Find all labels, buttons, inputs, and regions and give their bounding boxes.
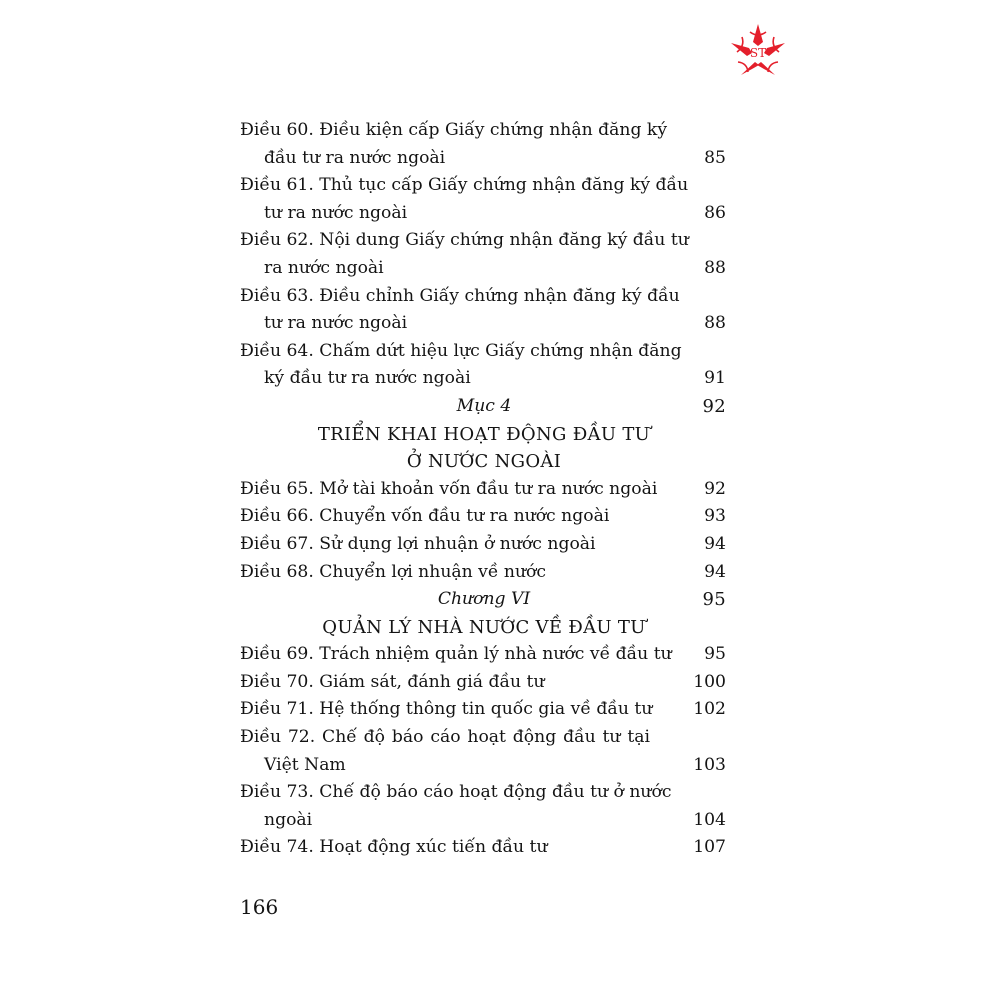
toc-entry-title: Điều 68. Chuyển lợi nhuận về nước [240,561,547,582]
toc-entry-title-continued [240,752,728,780]
toc-page-number: 104 [693,809,726,830]
toc-entry-title-continued [240,807,728,835]
toc-entry-article-73[interactable] [240,779,728,834]
toc-entry-line [240,476,728,504]
toc-entry-title: Điều 70. Giám sát, đánh giá đầu tư [240,671,545,692]
toc-page-number: 93 [704,506,726,527]
toc-entry-text: ngoài [264,809,313,830]
toc-entry-article-64[interactable] [240,338,728,393]
toc-entry-text: ra nước ngoài [264,257,384,278]
toc-page-number: 94 [704,561,726,582]
toc-page-number: 95 [704,644,726,665]
toc-entry-title: Điều 66. Chuyển vốn đầu tư ra nước ngoài [240,506,610,527]
toc-page-number: 88 [704,257,726,278]
toc-entry-line [240,503,728,531]
toc-entry-title: Điều 73. Chế độ báo cáo hoạt động đầu tư ở nước [240,782,672,803]
toc-entry-title: Điều 74. Hoạt động xúc tiến đầu tư [240,837,548,858]
toc-entry-title: Điều 67. Sử dụng lợi nhuận ở nước ngoài [240,533,596,554]
toc-entry-article-68[interactable] [240,559,728,587]
toc-entry-text: Việt Nam [264,754,346,775]
toc-entry-line [240,531,728,559]
toc-entry-title-continued [240,365,728,393]
toc-entry-title-continued [240,255,728,283]
toc-entry-article-67[interactable] [240,531,728,559]
toc-entry-title: Điều 65. Mở tài khoản vốn đầu tư ra nước ngoài [240,478,658,499]
toc-entry-title: Điều 69. Trách nhiệm quản lý nhà nước về đầu tư [240,644,672,665]
toc-entry-text: tư ra nước ngoài [264,313,408,334]
toc-entry-title: Điều 71. Hệ thống thông tin quốc gia về đầu tư [240,699,653,720]
toc-page-number: 102 [693,699,726,720]
section-label: Mục 4 [456,395,512,416]
toc-entry-title-continued [240,200,728,228]
section-title: TRIỂN KHAI HOẠT ĐỘNG ĐẦU TƯ [317,423,651,445]
chapter-title: QUẢN LÝ NHÀ NƯỚC VỀ ĐẦU TƯ [322,616,646,638]
toc-page-number: 86 [704,202,726,223]
toc-section-4-heading[interactable] [240,393,728,476]
toc-entry-article-69[interactable] [240,641,728,669]
toc-entry-article-74[interactable] [240,834,728,862]
toc-entry-title: Điều 64. Chấm dứt hiệu lực Giấy chứng nhận đăng [240,340,682,361]
page-number: 166 [240,895,279,919]
toc-entry-title-continued [240,145,728,173]
svg-text:ST: ST [749,46,767,60]
toc-entry-title: Điều 61. Thủ tục cấp Giấy chứng nhận đăng ký đầu [240,175,689,196]
toc-page-number: 92 [704,478,726,499]
toc-page-number: 100 [693,671,726,692]
toc-entry-line [240,834,728,862]
section-title-text: Ở NƯỚC NGOÀI [406,451,562,473]
toc-entry-line [240,669,728,697]
toc-entry-article-62[interactable] [240,227,728,282]
toc-entry-text: đầu tư ra nước ngoài [264,147,446,168]
toc-entry-article-65[interactable] [240,476,728,504]
toc-page-number: 88 [704,313,726,334]
toc-entry-line [240,696,728,724]
toc-entry-article-70[interactable] [240,669,728,697]
toc-entry-title: Điều 72. Chế độ báo cáo hoạt động đầu tư tại [240,727,650,748]
toc-page-number: 92 [702,395,726,417]
toc-page-number: 91 [704,368,726,389]
toc-page-number: 103 [693,754,726,775]
toc-entry-title: Điều 62. Nội dung Giấy chứng nhận đăng ký đầu tư [240,230,689,251]
publisher-star-logo-icon [728,22,788,82]
chapter-label: Chương VI [437,589,531,610]
toc-entry-title-continued [240,310,728,338]
table-of-contents [240,117,728,862]
toc-entry-line [240,559,728,587]
toc-page-number: 95 [702,589,726,611]
toc-page-number: 94 [704,533,726,554]
toc-page-number: 107 [693,837,726,858]
toc-entry-title: Điều 63. Điều chỉnh Giấy chứng nhận đăng ký đầu [240,285,680,306]
toc-entry-article-60[interactable] [240,117,728,172]
toc-entry-article-71[interactable] [240,696,728,724]
toc-entry-article-72[interactable] [240,724,728,779]
toc-chapter-6-heading[interactable] [240,586,728,641]
toc-entry-title: Điều 60. Điều kiện cấp Giấy chứng nhận đăng ký [240,120,668,140]
toc-entry-article-63[interactable] [240,283,728,338]
toc-entry-text: tư ra nước ngoài [264,202,408,223]
toc-entry-article-61[interactable] [240,172,728,227]
toc-page-number: 85 [704,147,726,168]
toc-entry-article-66[interactable] [240,503,728,531]
toc-entry-text: ký đầu tư ra nước ngoài [264,368,471,389]
toc-entry-line [240,641,728,669]
